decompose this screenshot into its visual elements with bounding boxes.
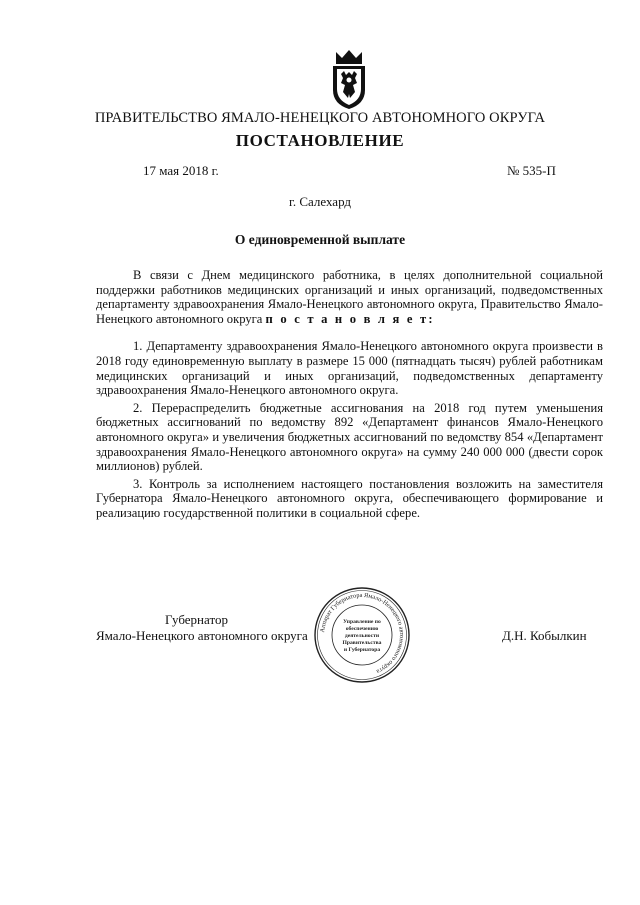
- svg-text:Правительства: Правительства: [342, 640, 382, 646]
- document-body: [96, 268, 603, 524]
- resolves-word: п о с т а н о в л я е т:: [265, 311, 435, 326]
- svg-text:деятельности: деятельности: [344, 633, 380, 639]
- svg-text:Аппарат Губернатора Ямало-Нене: Аппарат Губернатора Ямало-Ненецкого автономного округа: [319, 591, 406, 675]
- preamble-text: В связи с Днем медицинского работника, в целях дополнительной социальной поддержки работников медицинских организаций и иных организаций, подведомственных департаменту здравоохранения Ямало-Ненецкого автономного округа, Правительство Ямало-Ненецкого автономного округа: [96, 268, 603, 326]
- official-stamp: [312, 585, 412, 685]
- document-type: ПОСТАНОВЛЕНИЕ: [235, 131, 405, 150]
- signatory-title: Губернатор: [165, 612, 228, 627]
- coat-of-arms-emblem: [328, 50, 370, 110]
- government-title: ПРАВИТЕЛЬСТВО ЯМАЛО-НЕНЕЦКОГО АВТОНОМНОГО ОКРУГА: [94, 110, 546, 126]
- item-paragraph-3: 3. Контроль за исполнением настоящего постановления возложить на заместителя Губернатора Ямало-Ненецкого автономного округа, обеспечивающего формирование и реализацию государственной политики в социальной сфере.: [96, 476, 603, 520]
- signatory-name: Д.Н. Кобылкин: [502, 628, 587, 643]
- document-date: 17 мая 2018 г.: [143, 163, 219, 178]
- document-subject: О единовременной выплате: [234, 232, 406, 247]
- svg-text:обеспечению: обеспечению: [345, 626, 379, 632]
- document-number: № 535-П: [507, 163, 556, 178]
- item-paragraph-1: 1. Департаменту здравоохранения Ямало-Ненецкого автономного округа произвести в 2018 году единовременную выплату в размере 15 000 (пятнадцать тысяч) рублей работникам медицинских организаций и иных организаций, подведомственных департаменту здравоохранения Ямало-Ненецкого автономного округа.: [96, 339, 603, 398]
- signatory-organization: Ямало-Ненецкого автономного округа: [96, 628, 308, 643]
- item-paragraph-2: 2. Перераспределить бюджетные ассигнования на 2018 год путем уменьшения бюджетных ассигнований по ведомству 892 «Департамент финансов Ямало-Ненецкого автономного округа» и увеличения бюджетных ассигнований по ведомству 854 «Департамент здравоохранения Ямало-Ненецкого автономного округа» на сумму 240 000 000 (двести сорок миллионов) рублей.: [96, 400, 603, 474]
- svg-text:и Губернатора: и Губернатора: [343, 647, 381, 653]
- svg-text:Управление по: Управление по: [343, 619, 381, 625]
- preamble-paragraph: [96, 268, 603, 326]
- document-city: г. Салехард: [288, 194, 352, 209]
